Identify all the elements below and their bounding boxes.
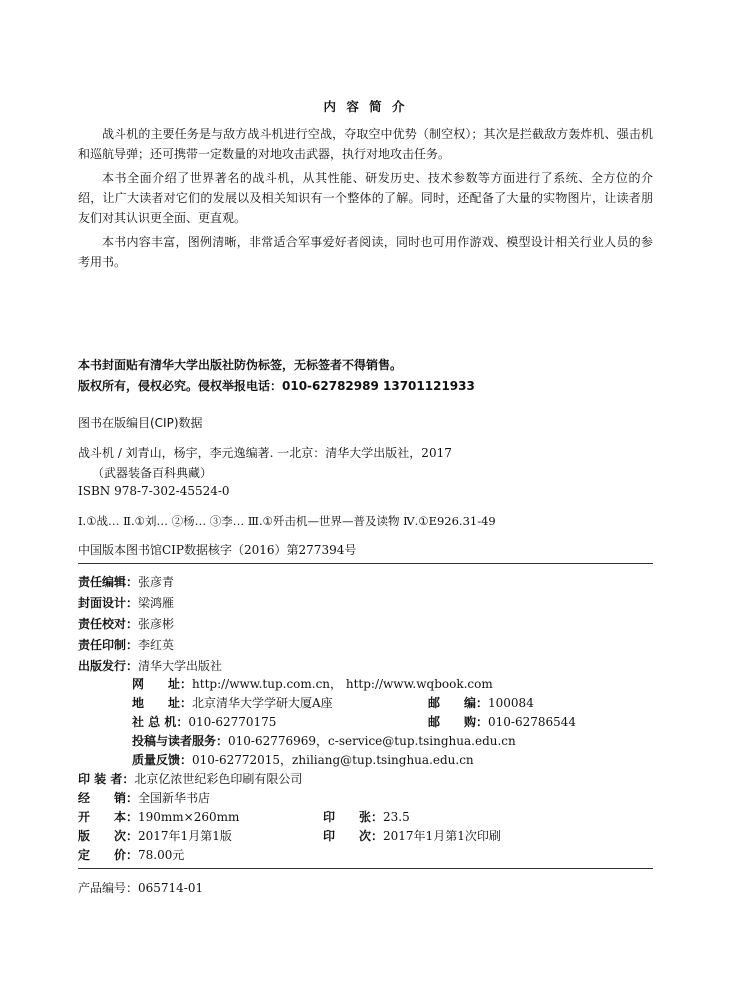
editor-value: 张彦青 <box>138 575 175 589</box>
divider-top <box>78 563 653 564</box>
price-row <box>78 846 184 863</box>
printer-value: 北京亿浓世纪彩色印刷有限公司 <box>134 772 303 786</box>
mail-order-row <box>428 713 576 730</box>
cip-record: 中国版本图书馆CIP数据核字（2016）第277394号 <box>78 543 357 557</box>
distributor-row <box>78 789 210 806</box>
edition-row <box>78 827 232 844</box>
switchboard-label: 社 总 机： <box>132 715 189 729</box>
printing-row <box>323 827 501 844</box>
cip-isbn: ISBN 978-7-302-45524-0 <box>78 484 230 498</box>
publisher-label: 出版发行： <box>78 659 139 673</box>
summary-paragraph-3: 本书内容丰富，图例清晰，非常适合军事爱好者阅读，同时也可用作游戏、模型设计相关行业人员的参考用书。 <box>78 235 653 269</box>
price-value: 78.00元 <box>138 848 185 862</box>
sheets-row <box>323 808 410 825</box>
cip-entry-line1: 战斗机 / 刘青山，杨宇，李元逸编著. 一北京：清华大学出版社，2017 <box>78 446 452 460</box>
print-manager-value: 李红英 <box>138 638 175 652</box>
postcode-row <box>428 694 534 711</box>
proofreader-value: 张彦彬 <box>138 617 175 631</box>
price-label: 定 价： <box>78 848 139 862</box>
postcode-label: 邮 编： <box>428 696 489 710</box>
address-value: 北京清华大学学研大厦A座 <box>192 696 333 710</box>
sheets-label: 印 张： <box>323 810 384 824</box>
cover-designer-label: 封面设计： <box>78 596 139 610</box>
publisher-row <box>78 657 222 674</box>
distributor-value: 全国新华书店 <box>138 791 211 805</box>
switchboard-row <box>132 713 276 730</box>
anti-counterfeit-notice: 本书封面贴有清华大学出版社防伪标签，无标签者不得销售。 <box>78 358 403 372</box>
reader-service-value: 010-62776969，c-service@tup.tsinghua.edu.cn <box>228 734 516 748</box>
edition-value: 2017年1月第1版 <box>138 829 232 843</box>
summary-title: 内 容 简 介 <box>323 99 408 114</box>
summary-paragraph-2: 本书全面介绍了世界著名的战斗机，从其性能、研发历史、技术参数等方面进行了系统、全方位的介绍，让广大读者对它们的发展以及相关知识有一个整体的了解。同时，还配备了大量的实物图片，让读者朋友们对其认识更全面、更直观。 <box>78 171 653 225</box>
printing-label: 印 次： <box>323 829 384 843</box>
product-code: 产品编号：065714-01 <box>78 881 204 895</box>
distributor-label: 经 销： <box>78 791 139 805</box>
mail-order-value: 010-62786544 <box>488 715 577 729</box>
print-manager-row <box>78 636 174 653</box>
proofreader-label: 责任校对： <box>78 617 139 631</box>
mail-order-label: 邮 购： <box>428 715 489 729</box>
print-manager-label: 责任印制： <box>78 638 139 652</box>
summary-paragraph-1: 战斗机的主要任务是与敌方战斗机进行空战，夺取空中优势（制空权）；其次是拦截敌方轰炸机、强击机和巡航导弹；还可携带一定数量的对地攻击武器，执行对地攻击任务。 <box>78 127 653 161</box>
format-label: 开 本： <box>78 810 139 824</box>
switchboard-value: 010-62770175 <box>188 715 277 729</box>
address-label: 地 址： <box>132 696 193 710</box>
format-value: 190mm×260mm <box>138 810 240 824</box>
cip-classification: Ⅰ.①战… Ⅱ.①刘… ②杨… ③李… Ⅲ.①歼击机—世界—普及读物 Ⅳ.①E926.31-49 <box>78 514 496 528</box>
proofreader-row <box>78 615 174 632</box>
cip-entry-line2: （武器装备百科典藏） <box>92 466 213 480</box>
website-value: http://www.tup.com.cn， http://www.wqbook.com <box>192 677 493 691</box>
editor-row <box>78 573 174 590</box>
reader-service-row <box>132 732 516 749</box>
address-row <box>132 694 333 711</box>
reader-service-label: 投稿与读者服务： <box>132 734 229 748</box>
sheets-value: 23.5 <box>383 810 410 824</box>
postcode-value: 100084 <box>488 696 534 710</box>
divider-bottom <box>78 868 653 869</box>
website-row <box>132 675 493 692</box>
publisher-value: 清华大学出版社 <box>138 659 223 673</box>
editor-label: 责任编辑： <box>78 575 139 589</box>
printer-label: 印 装 者： <box>78 772 135 786</box>
printing-value: 2017年1月第1次印刷 <box>383 829 501 843</box>
edition-label: 版 次： <box>78 829 139 843</box>
printer-row <box>78 770 302 787</box>
quality-feedback-row <box>132 751 474 768</box>
cip-heading: 图书在版编目(CIP)数据 <box>78 416 203 430</box>
cover-designer-value: 梁鸿雁 <box>138 596 175 610</box>
quality-feedback-value: 010-62772015，zhiliang@tup.tsinghua.edu.cn <box>192 753 474 767</box>
quality-feedback-label: 质量反馈： <box>132 753 193 767</box>
cover-designer-row <box>78 594 174 611</box>
format-row <box>78 808 239 825</box>
website-label: 网 址： <box>132 677 193 691</box>
copyright-notice: 版权所有，侵权必究。侵权举报电话：010-62782989 13701121933 <box>78 379 475 393</box>
